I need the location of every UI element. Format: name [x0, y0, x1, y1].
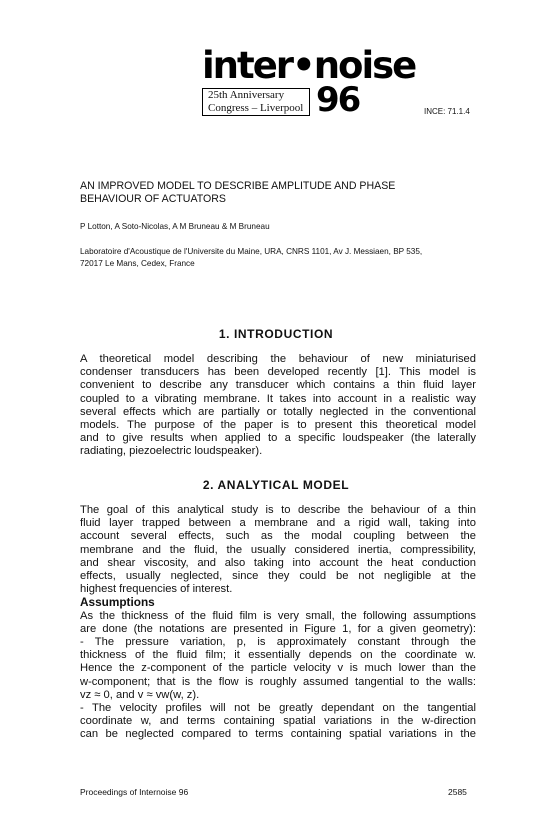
page-number: 2585: [448, 787, 467, 797]
text-line: can be neglected compared to terms containing spatial variations in the: [80, 728, 476, 741]
text-line: As the thickness of the fluid film is very small, the following assumptions: [80, 609, 476, 622]
text-line: fluid layer trapped between a membrane and a rigid wall, taking into: [80, 517, 476, 530]
text-line: and shear viscosity, and also taking into account the heat conduction: [80, 556, 476, 569]
text-line: The goal of this analytical study is to describe the behaviour of a thin: [80, 504, 476, 516]
affiliation-line: Laboratoire d'Acoustique de l'Universite du Maine, URA, CNRS 1101, Av J. Messiaen, BP 535,: [80, 247, 423, 256]
text-line: are done (the notations are presented in Figure 1, for a given geometry):: [80, 622, 476, 635]
conference-logo: [200, 44, 416, 122]
title-line: AN IMPROVED MODEL TO DESCRIBE AMPLITUDE AND PHASE: [80, 180, 396, 192]
logo-box-line: 25th Anniversary: [208, 89, 285, 101]
text-line: coupled to a vibrating membrane. It takes into account in a realistic way: [80, 392, 476, 405]
text-line: effects, usually neglected, since they could be not negligible at the: [80, 570, 476, 583]
affiliation-line: 72017 Le Mans, Cedex, France: [80, 258, 195, 268]
analytical-model-body: [80, 504, 476, 742]
text-line: A theoretical model describing the behaviour of new miniaturised: [80, 353, 476, 365]
ince-code: INCE: 71.1.4: [424, 107, 470, 116]
text-line: vz ≈ 0, and v ≈ vw(w, z).: [80, 688, 200, 701]
text-line: Hence the z-component of the particle velocity v is much lower than the: [80, 662, 476, 675]
text-line: account several effects, such as the modal coupling between the: [80, 530, 476, 543]
text-line: coordinate w, and terms containing spatial variations in the w-direction: [80, 715, 476, 728]
logo-year: 96: [316, 80, 360, 120]
text-line: models. The purpose of the paper is to present this theoretical model: [80, 419, 476, 432]
text-line: convenient to describe any transducer which contains a thin fluid layer: [80, 379, 476, 392]
title-line: BEHAVIOUR OF ACTUATORS: [80, 193, 226, 205]
footer-proceedings: Proceedings of Internoise 96: [80, 787, 189, 797]
section-heading-analytical-model: 2. ANALYTICAL MODEL: [202, 478, 350, 492]
text-line: highest frequencies of interest.: [80, 583, 233, 596]
logo-box-line: Congress – Liverpool: [208, 102, 304, 114]
assumptions-heading: Assumptions: [80, 595, 155, 610]
text-line: thickness of the fluid film; it essentially depends on the coordinate w.: [80, 649, 476, 662]
logo-wordmark: inter•noise: [202, 44, 416, 87]
text-line: membrane and the fluid, the usually considered inertia, compressibility,: [80, 543, 476, 556]
text-line: - The velocity profiles will not be greatly dependant on the tangential: [80, 702, 476, 715]
introduction-paragraph: [80, 353, 476, 459]
text-line: radiating, piezoelectric loudspeaker).: [80, 445, 263, 458]
text-line: - The pressure variation, p, is approximately constant through the: [80, 636, 476, 649]
text-line: several effects which are partially or totally neglected in the conventional: [80, 405, 476, 418]
logo-anniversary-box: [202, 88, 310, 116]
affiliation: [80, 246, 480, 269]
authors: P Lotton, A Soto-Nicolas, A M Bruneau & M Bruneau: [80, 222, 270, 231]
paper-title: [80, 180, 500, 206]
section-heading-introduction: 1. INTRODUCTION: [218, 327, 334, 341]
text-line: and to give results when applied to a specific loudspeaker (the laterally: [80, 432, 476, 445]
text-line: condenser transducers has been developed recently [1]. This model is: [80, 366, 476, 379]
text-line: w-component; that is the flow is roughly assumed tangential to the walls:: [80, 675, 476, 688]
